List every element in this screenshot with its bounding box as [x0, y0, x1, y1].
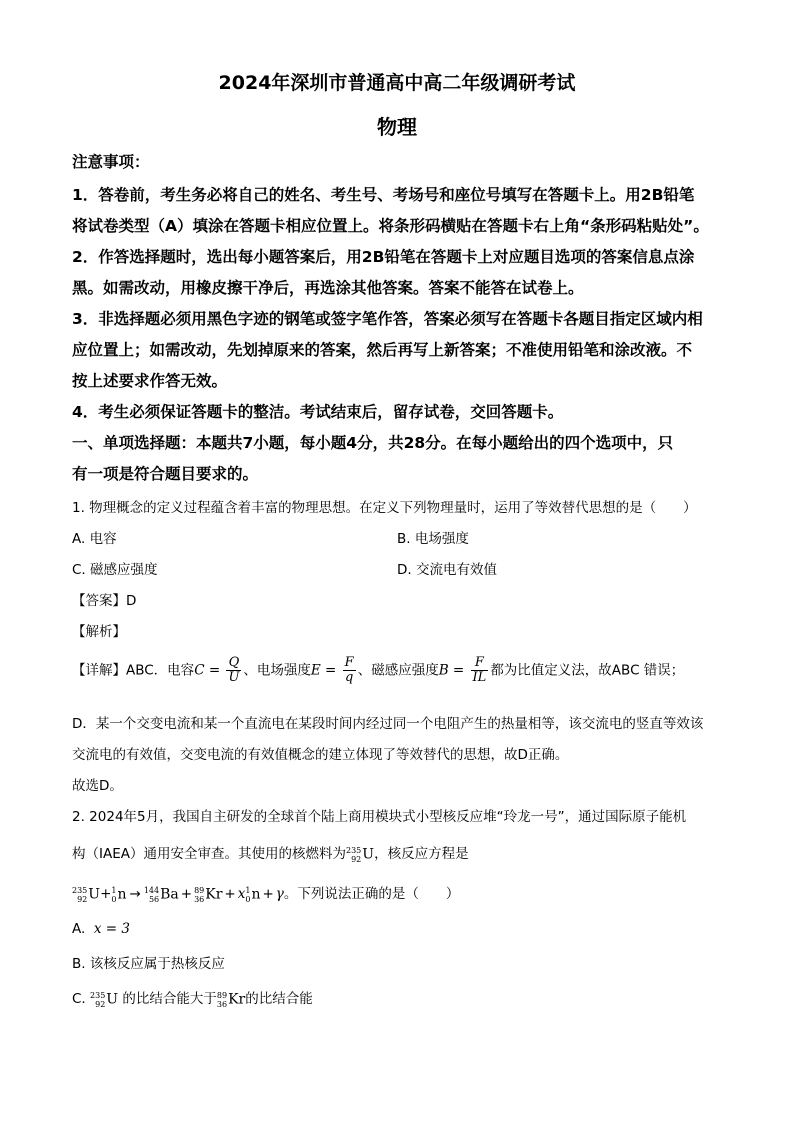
option-text: 的比结合能大于 [122, 991, 217, 1007]
element-symbol: n [251, 886, 261, 902]
option-math: x = 3 [93, 921, 130, 937]
question-1-answer: 【答案】D [72, 593, 137, 609]
notice-line: 3．非选择题必须用黑色字迹的钢笔或签字笔作答，答案必须写在答题卡各题目指定区域内相 [72, 310, 703, 328]
element-symbol: U [88, 886, 101, 902]
question-1-detail: 【详解】ABC．电容C = $\frac{Q}{U}$ 、电场强度E = $\frac{F}{q}$ 、磁感应强度B = $\frac{F}{IL}$ 都为比值定义法，故ABC 错误； [72, 655, 685, 685]
gamma-symbol: γ [275, 886, 284, 902]
section-heading: 有一项是符合题目要求的。 [72, 465, 259, 483]
option-text: 的比结合能 [245, 991, 313, 1007]
question-1-option-a: A. 电容 [72, 531, 117, 547]
question-1-detail-d: 交流电的有效值，交变电流的有效值概念的建立体现了等效替代的思想，故D正确。 [72, 747, 569, 763]
element-symbol: U [362, 846, 375, 862]
atomic-number: 0 [245, 894, 251, 904]
arrow-icon: → [129, 886, 141, 902]
fraction-denominator: q [345, 670, 354, 685]
question-1-option-b: B. 电场强度 [397, 531, 469, 547]
question-1-stem: 1. 物理概念的定义过程蕴含着丰富的物理思想。在定义下列物理量时，运用了等效替代思想的是（ ） [72, 500, 697, 516]
mass-number: 235 [345, 845, 362, 855]
detail-prefix: 【详解】ABC．电容 [72, 662, 195, 679]
capacitance-symbol: C [194, 662, 205, 679]
notice-line: 1．答卷前，考生务必将自己的姓名、考生号、考场号和座位号填写在答题卡上。用2B铅笔 [72, 186, 695, 204]
question-1-conclusion: 故选D。 [72, 778, 123, 794]
equation-suffix: 。下列说法正确的是（ ） [283, 886, 460, 902]
element-symbol: Kr [228, 991, 246, 1007]
mass-number: 1 [111, 885, 117, 895]
notice-heading: 注意事项： [72, 153, 150, 171]
notice-line: 2．作答选择题时，选出每小题答案后，用2B铅笔在答题卡上对应题目选项的答案信息点涂 [72, 248, 695, 266]
mass-number: 1 [245, 885, 251, 895]
option-label: C. [72, 991, 86, 1007]
notice-line: 将试卷类型（A）填涂在答题卡相应位置上。将条形码横贴在答题卡右上角“条形码粘贴处”。 [72, 217, 709, 235]
capacitance-fraction [226, 656, 241, 685]
field-fraction [343, 656, 356, 685]
fraction-denominator: IL [472, 670, 487, 685]
atomic-number: 0 [111, 894, 117, 904]
section-heading: 一、单项选择题：本题共7小题，每小题4分，共28分。在每小题给出的四个选项中，只 [72, 434, 674, 452]
notice-line: 黑。如需改动，用橡皮擦干净后，再选涂其他答案。答案不能答在试卷上。 [72, 279, 584, 297]
fraction-numerator: F [471, 656, 489, 671]
plus-sign: + [180, 886, 193, 902]
plus-sign: + [100, 886, 112, 902]
question-2-option-c [72, 987, 313, 1009]
fraction-numerator: Q [226, 656, 241, 671]
element-symbol: Ba [160, 886, 179, 902]
mass-number: 89 [194, 885, 205, 895]
uranium-nuclide [90, 991, 118, 1009]
neutron-nuclide [111, 886, 126, 904]
plus-sign: + [224, 886, 236, 902]
nuclear-equation [72, 882, 459, 904]
uranium-nuclide [72, 886, 100, 904]
notice-line: 应位置上；如需改动，先划掉原来的答案，然后再写上新答案；不准使用铅笔和涂改液。不 [72, 341, 693, 359]
detail-separator: 、电场强度 [243, 662, 311, 679]
question-2-stem [72, 842, 469, 864]
atomic-number: 56 [148, 894, 160, 904]
mass-number: 235 [90, 990, 106, 1000]
mass-number: 89 [216, 990, 228, 1000]
mass-number: 235 [72, 885, 88, 895]
subject-title: 物理 [377, 115, 417, 139]
krypton-nuclide [217, 991, 245, 1009]
question-1-option-c: C. 磁感应强度 [72, 562, 158, 578]
atomic-number: 92 [77, 894, 88, 904]
barium-nuclide [144, 886, 179, 904]
field-symbol: E [310, 662, 321, 679]
mass-number: 144 [143, 885, 160, 895]
question-2-option-a [72, 921, 130, 937]
question-2-option-b: B. 该核反应属于热核反应 [72, 956, 225, 972]
stem-text: 构（IAEA）通用安全审查。其使用的核燃料为 [72, 846, 346, 862]
question-1-analysis-tag: 【解析】 [72, 624, 126, 640]
stem-text: ，核反应方程是 [374, 846, 469, 862]
question-1-option-d: D. 交流电有效值 [397, 562, 497, 578]
atomic-number: 92 [351, 854, 362, 864]
notice-line: 按上述要求作答无效。 [72, 372, 228, 390]
detail-separator: 、磁感应强度 [357, 662, 439, 679]
magnetic-symbol: B [438, 662, 449, 679]
plus-sign: + [262, 886, 274, 902]
option-label: A. [72, 921, 86, 937]
neutron-nuclide [245, 886, 260, 904]
fraction-denominator: U [228, 670, 240, 685]
atomic-number: 36 [216, 999, 228, 1009]
atomic-number: 92 [95, 999, 106, 1009]
magnetic-fraction [471, 656, 489, 685]
detail-suffix: 都为比值定义法，故ABC 错误； [490, 662, 685, 679]
element-symbol: n [117, 886, 127, 902]
exam-title: 2024年深圳市普通高中高二年级调研考试 [218, 72, 576, 94]
atomic-number: 36 [194, 894, 205, 904]
notice-line: 4．考生必须保证答题卡的整洁。考试结束后，留存试卷，交回答题卡。 [72, 403, 564, 421]
uranium-nuclide [346, 846, 374, 864]
krypton-nuclide [194, 886, 222, 904]
question-1-detail-d: D．某一个交变电流和某一个直流电在某段时间内经过同一个电阻产生的热量相等，该交流电的竖直等效该 [72, 716, 704, 732]
element-symbol: Kr [205, 886, 223, 902]
question-2-stem: 2. 2024年5月，我国自主研发的全球首个陆上商用模块式小型核反应堆“玲龙一号”，通过国际原子能机 [72, 809, 687, 825]
x-variable: x [237, 886, 246, 902]
fraction-numerator: F [344, 655, 354, 670]
element-symbol: U [106, 991, 119, 1007]
